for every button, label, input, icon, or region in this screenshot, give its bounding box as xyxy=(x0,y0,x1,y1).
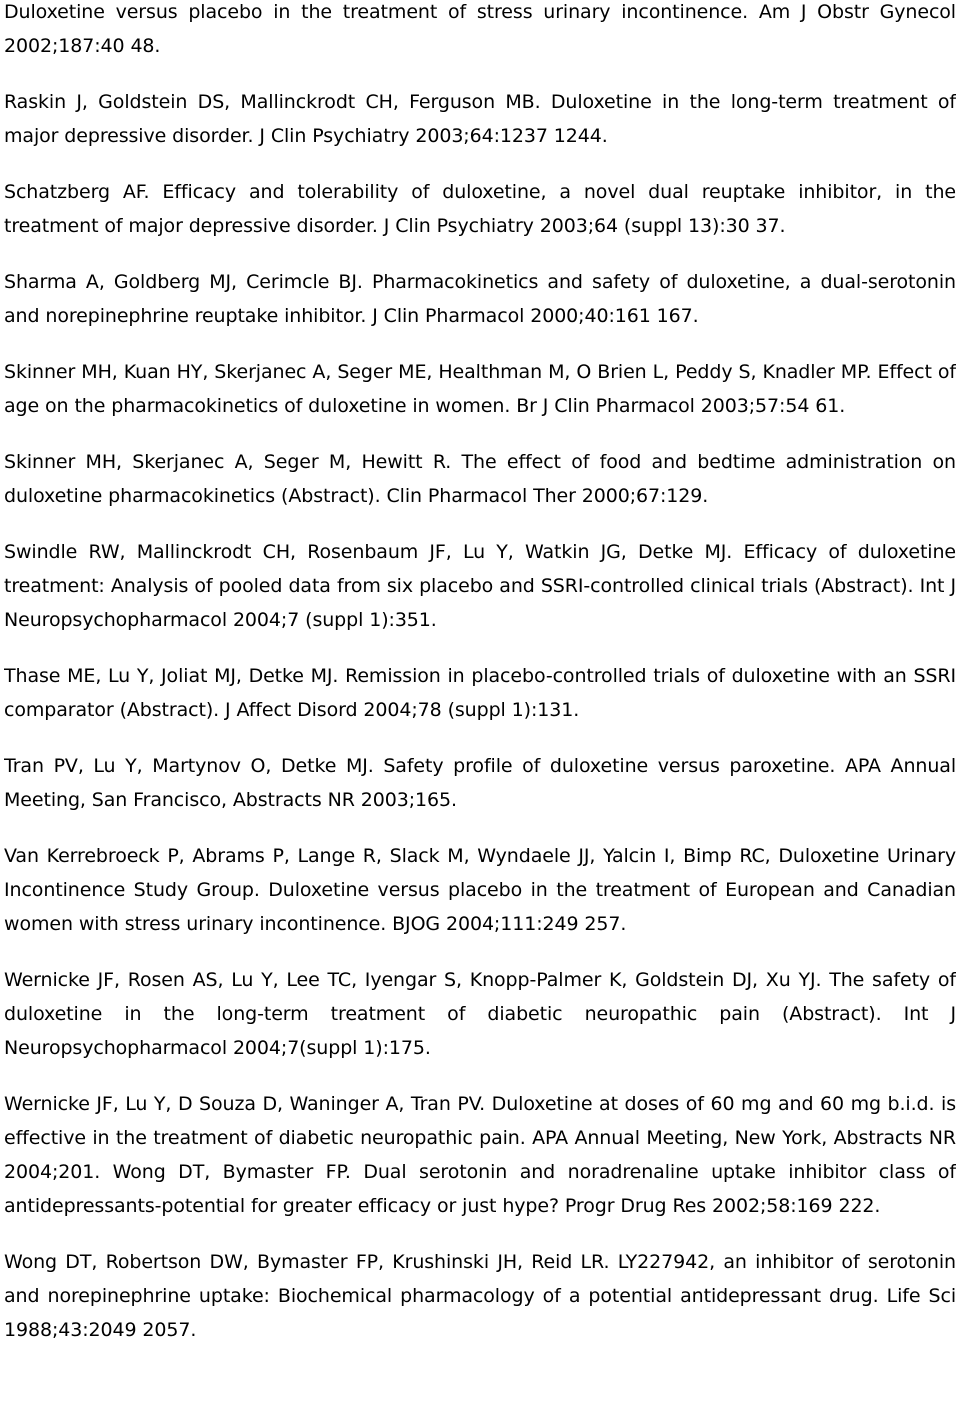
reference-text: Thase ME, Lu Y, Joliat MJ, Detke MJ. Remission in placebo-controlled trials of duloxetine with an SSRI comparator (Abstract). J Affect Disord 2004;78 (suppl 1):131. xyxy=(4,665,956,721)
reference-entry xyxy=(4,445,956,513)
reference-entry xyxy=(4,85,956,153)
reference-entry xyxy=(4,1245,956,1347)
reference-text: Wong DT, Robertson DW, Bymaster FP, Krushinski JH, Reid LR. LY227942, an inhibitor of serotonin and norepinephrine uptake: Biochemical pharmacology of a potential antidepressant drug. Life Sci 1988;43:2049 2057. xyxy=(4,1251,956,1341)
reference-entry xyxy=(4,1087,956,1223)
reference-text: Tran PV, Lu Y, Martynov O, Detke MJ. Safety profile of duloxetine versus paroxetine. APA Annual Meeting, San Francisco, Abstracts NR 2003;165. xyxy=(4,755,956,811)
reference-text: Sharma A, Goldberg MJ, Cerimcle BJ. Pharmacokinetics and safety of duloxetine, a dual-serotonin and norepinephrine reuptake inhibitor. J Clin Pharmacol 2000;40:161 167. xyxy=(4,271,956,327)
reference-entry xyxy=(4,265,956,333)
reference-entry xyxy=(4,0,956,63)
reference-entry xyxy=(4,659,956,727)
reference-list xyxy=(4,0,956,1401)
reference-text: Duloxetine versus placebo in the treatment of stress urinary incontinence. Am J Obstr Gynecol 2002;187:40 48. xyxy=(4,1,956,57)
reference-entry xyxy=(4,175,956,243)
reference-text: Wernicke JF, Rosen AS, Lu Y, Lee TC, Iyengar S, Knopp-Palmer K, Goldstein DJ, Xu YJ. The safety of duloxetine in the long-term treatment of diabetic neuropathic pain (Abstract). Int J Neuropsychopharmacol 2004;7(suppl 1):175. xyxy=(4,969,956,1059)
reference-text: Wernicke JF, Lu Y, D Souza D, Waninger A, Tran PV. Duloxetine at doses of 60 mg and 60 mg b.i.d. is effective in the treatment of diabetic neuropathic pain. APA Annual Meeting, New York, Abstracts NR 2004;201. Wong DT, Bymaster FP. Dual serotonin and noradrenaline uptake inhibitor class of antidepressants-potential for greater efficacy or just hype? Progr Drug Res 2002;58:169 222. xyxy=(4,1093,956,1217)
reference-text: Schatzberg AF. Efficacy and tolerability of duloxetine, a novel dual reuptake inhibitor, in the treatment of major depressive disorder. J Clin Psychiatry 2003;64 (suppl 13):30 37. xyxy=(4,181,956,237)
reference-text: Van Kerrebroeck P, Abrams P, Lange R, Slack M, Wyndaele JJ, Yalcin I, Bimp RC, Duloxetine Urinary Incontinence Study Group. Duloxetine versus placebo in the treatment of European and Canadian women with stress urinary incontinence. BJOG 2004;111:249 257. xyxy=(4,845,956,935)
reference-text: Raskin J, Goldstein DS, Mallinckrodt CH, Ferguson MB. Duloxetine in the long-term treatment of major depressive disorder. J Clin Psychiatry 2003;64:1237 1244. xyxy=(4,91,956,147)
reference-entry xyxy=(4,355,956,423)
reference-entry xyxy=(4,749,956,817)
reference-text: Skinner MH, Kuan HY, Skerjanec A, Seger ME, Healthman M, O Brien L, Peddy S, Knadler MP. Effect of age on the pharmacokinetics of duloxetine in women. Br J Clin Pharmacol 2003;57:54 61. xyxy=(4,361,956,417)
reference-entry xyxy=(4,839,956,941)
reference-text: Skinner MH, Skerjanec A, Seger M, Hewitt R. The effect of food and bedtime administration on duloxetine pharmacokinetics (Abstract). Clin Pharmacol Ther 2000;67:129. xyxy=(4,451,956,507)
reference-entry xyxy=(4,963,956,1065)
reference-entry xyxy=(4,535,956,637)
reference-text: Swindle RW, Mallinckrodt CH, Rosenbaum JF, Lu Y, Watkin JG, Detke MJ. Efficacy of duloxetine treatment: Analysis of pooled data from six placebo and SSRI-controlled clinical trials (Abstract). Int J Neuropsychopharmacol 2004;7 (suppl 1):351. xyxy=(4,541,956,631)
